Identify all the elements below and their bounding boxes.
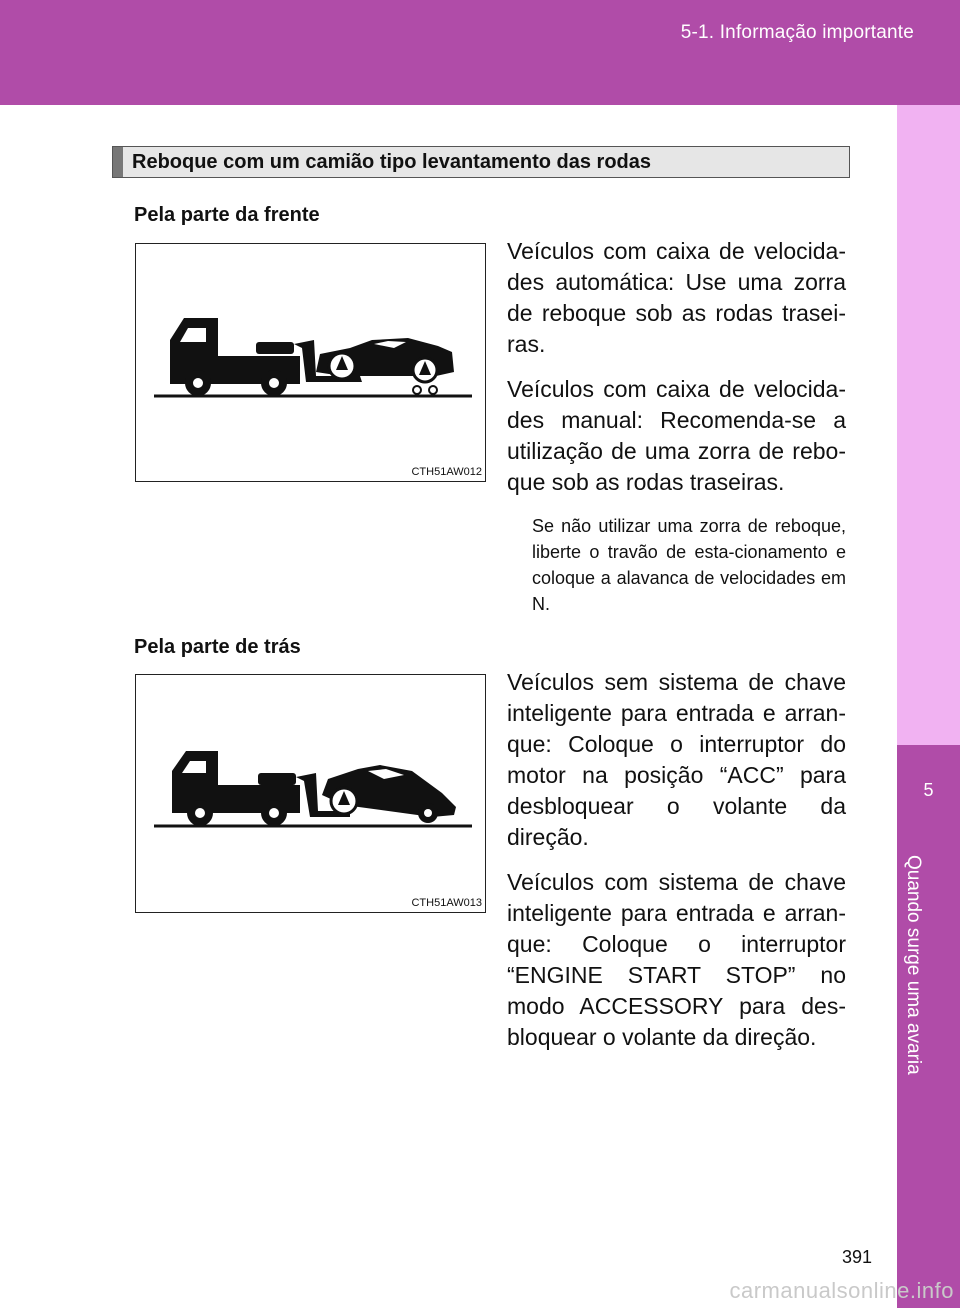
page-number: 391 [842, 1247, 873, 1267]
rear-heading: Pela parte de trás [134, 636, 301, 658]
front-automatic-text: Veículos com caixa de velocida-des automática: Use uma zorra de reboque sob as rodas trasei-ras. [507, 238, 846, 357]
watermark: carmanualsonline.info [729, 1278, 954, 1303]
front-tow-figure [135, 243, 486, 482]
front-tow-illustration [136, 244, 485, 481]
chapter-title: Quando surge uma avaria [903, 855, 924, 1075]
section-heading-box [112, 146, 850, 178]
header-band [0, 0, 960, 105]
chapter-number: 5 [923, 780, 934, 800]
header-section-title: 5-1. Informação importante [680, 22, 914, 43]
front-note-text: Se não utilizar uma zorra de reboque, liberte o travão de esta-cionamento e coloque a alavanca de velocidades em N. [532, 516, 846, 614]
front-manual-text: Veículos com caixa de velocida-des manual: Recomenda-se a utilização de uma zorra de rebo-que sob as rodas traseiras. [507, 376, 846, 495]
rear-figure-code: CTH51AW013 [411, 897, 482, 909]
side-tab-upper [897, 105, 960, 745]
rear-without-smart-key-text: Veículos sem sistema de chave inteligente para entrada e arran-que: Coloque o interruptor do motor na posição “ACC” para desbloquear o volante da direção. [507, 669, 846, 850]
rear-tow-illustration [136, 675, 485, 912]
rear-tow-figure [135, 674, 486, 913]
section-heading: Reboque com um camião tipo levantamento das rodas [132, 151, 652, 173]
rear-with-smart-key-text: Veículos com sistema de chave inteligente para entrada e arran-que: Coloque o interruptor “ENGINE START STOP” no modo ACCESSORY para des-bloquear o volante da direção. [507, 869, 846, 1050]
front-figure-code: CTH51AW012 [411, 466, 482, 478]
front-heading: Pela parte da frente [134, 204, 320, 226]
section-heading-marker [113, 147, 123, 177]
